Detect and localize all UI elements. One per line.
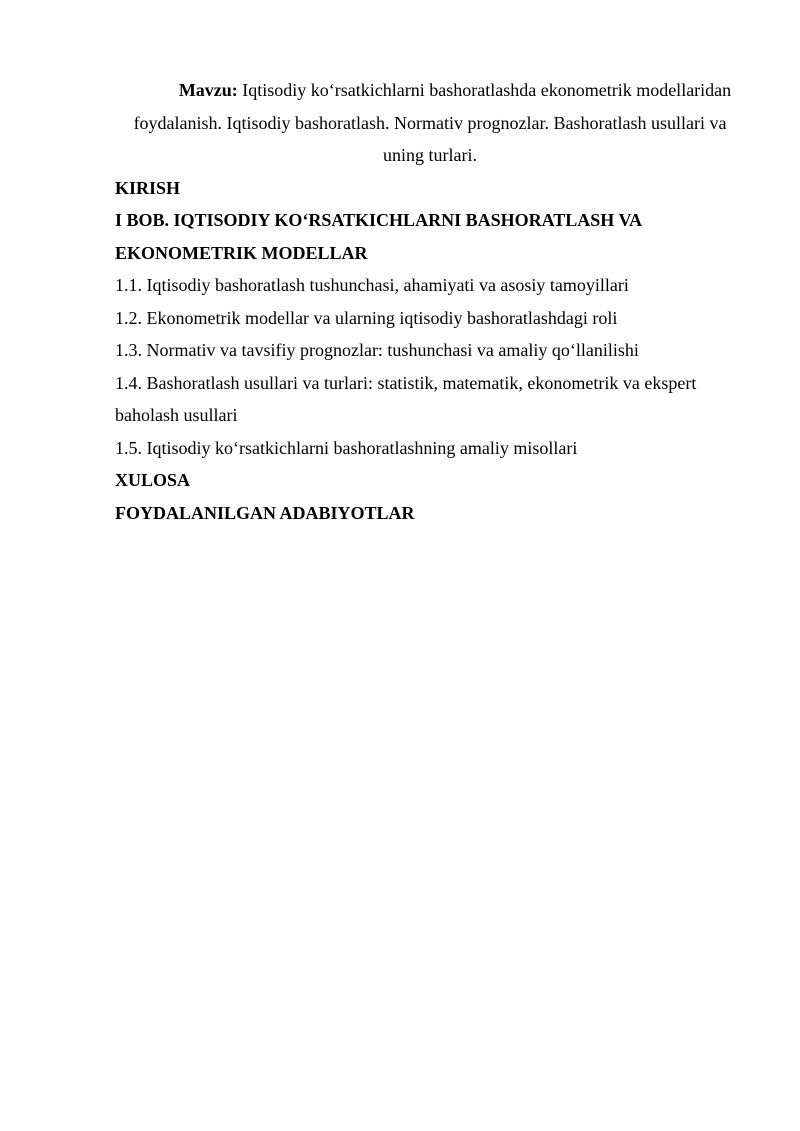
document-body	[115, 74, 745, 529]
toc-references-heading: FOYDALANILGAN ADABIYOTLAR	[115, 502, 415, 523]
topic-label: Mavzu:	[178, 80, 238, 100]
toc-section-1-4: 1.4. Bashoratlash usullari va turlari: statistik, matematik, ekonometrik va ekspert baholash usullari	[115, 372, 697, 425]
toc-conclusion-heading: XULOSA	[115, 470, 191, 490]
toc-section-1-1: 1.1. Iqtisodiy bashoratlash tushunchasi, ahamiyati va asosiy tamoyillari	[115, 275, 629, 295]
topic-paragraph	[115, 74, 745, 172]
toc-section-1-5: 1.5. Iqtisodiy ko‘rsatkichlarni bashoratlashning amaliy misollari	[115, 437, 578, 458]
toc-section-1-2: 1.2. Ekonometrik modellar va ularning iqtisodiy bashoratlashdagi roli	[115, 307, 618, 328]
topic-text: Iqtisodiy ko‘rsatkichlarni bashoratlashda ekonometrik modellaridan foydalanish. Iqtisodiy bashoratlash. Normativ prognozlar. Bashoratlash usullari va uning turlari.	[133, 80, 732, 165]
toc-section-1-3: 1.3. Normativ va tavsifiy prognozlar: tushunchasi va amaliy qo‘llanilishi	[115, 340, 639, 360]
toc-intro-heading: KIRISH	[115, 177, 181, 198]
toc-chapter-1-heading: I BOB. IQTISODIY KO‘RSATKICHLARNI BASHORATLASH VA EKONOMETRIK MODELLAR	[115, 210, 642, 263]
